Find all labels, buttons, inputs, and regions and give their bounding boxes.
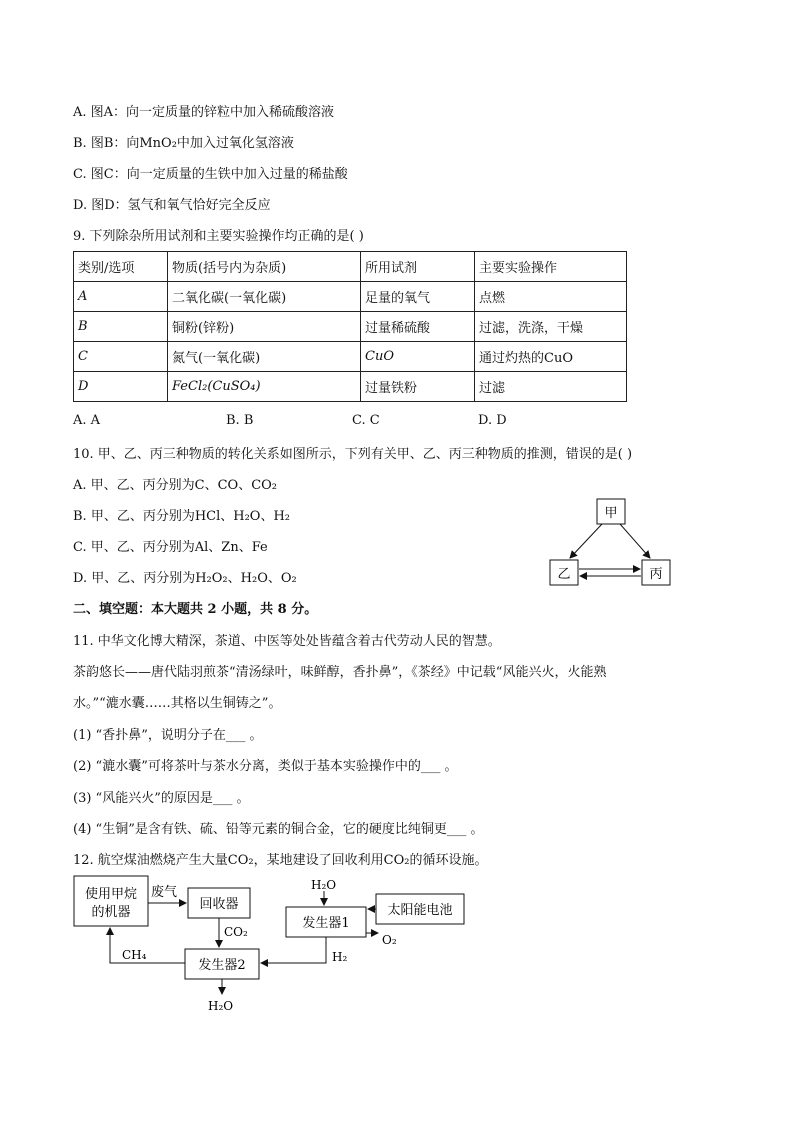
q11-item-1: (1) “香扑鼻”，说明分子在___ 。 bbox=[73, 728, 263, 743]
q12-stem: 12. 航空煤油燃烧产生大量CO₂，某地建设了回收利用CO₂的循环设施。 bbox=[73, 853, 488, 868]
table-header-cell: 主要实验操作 bbox=[475, 252, 627, 282]
table-header-cell: 所用试剂 bbox=[361, 252, 475, 282]
table-cell: C bbox=[74, 342, 168, 372]
table-cell: 点燃 bbox=[475, 282, 627, 312]
arrow-jia-to-bing bbox=[620, 524, 650, 558]
table-cell: D bbox=[74, 372, 168, 402]
label-co2: CO₂ bbox=[224, 925, 248, 939]
q9-table bbox=[73, 251, 627, 402]
q9-choice-c: C. C bbox=[352, 413, 380, 428]
node-jia-label: 甲 bbox=[604, 506, 618, 521]
table-row bbox=[74, 342, 627, 372]
q9-choice-b: B. B bbox=[226, 413, 254, 428]
table-cell: 过量铁粉 bbox=[361, 372, 475, 402]
q11-item-3: (3) “风能兴火”的原因是___ 。 bbox=[73, 791, 250, 806]
q9-choice-d: D. D bbox=[478, 413, 507, 428]
q11-passage-line-1: 茶韵悠长——唐代陆羽煎茶“清汤绿叶，味鲜醇，香扑鼻”，《茶经》中记载“风能兴火，火能熟 bbox=[73, 665, 607, 680]
box-methane-machine-line-1: 使用甲烷 bbox=[84, 887, 138, 902]
table-cell: CuO bbox=[361, 342, 475, 372]
table-cell: 过滤，洗涤，干燥 bbox=[475, 312, 627, 342]
q8-option-b: B. 图B：向MnO₂中加入过氧化氢溶液 bbox=[73, 136, 294, 151]
table-header-cell: 类别/选项 bbox=[74, 252, 168, 282]
q9-choice-a: A. A bbox=[73, 413, 101, 428]
table-row bbox=[74, 282, 627, 312]
box-recycler-label: 回收器 bbox=[199, 897, 239, 912]
label-h2o-top: H₂O bbox=[311, 878, 337, 892]
table-cell: 铜粉(锌粉) bbox=[168, 312, 361, 342]
table-header-cell: 物质(括号内为杂质) bbox=[168, 252, 361, 282]
q10-option-d: D. 甲、乙、丙分别为H₂O₂、H₂O、O₂ bbox=[73, 571, 297, 586]
q11-item-2: (2) “漉水囊”可将茶叶与茶水分离，类似于基本实验操作中的___ 。 bbox=[73, 759, 458, 774]
table-cell: 二氧化碳(一氧化碳) bbox=[168, 282, 361, 312]
q11-passage-line-2: 水。”“漉水囊……其格以生铜铸之”。 bbox=[73, 696, 282, 711]
table-cell: FeCl₂(CuSO₄) bbox=[168, 372, 361, 402]
table-header-row bbox=[74, 252, 627, 282]
q8-option-c: C. 图C：向一定质量的生铁中加入过量的稀盐酸 bbox=[73, 167, 348, 182]
box-methane-machine-line-2: 的机器 bbox=[91, 905, 131, 920]
q12-diagram bbox=[60, 870, 490, 1020]
q9-stem: 9. 下列除杂所用试剂和主要实验操作均正确的是( ) bbox=[73, 229, 364, 244]
label-waste-gas: 废气 bbox=[151, 885, 178, 900]
label-o2: O₂ bbox=[382, 933, 397, 947]
table-cell: 过量稀硫酸 bbox=[361, 312, 475, 342]
q10-option-b: B. 甲、乙、丙分别为HCl、H₂O、H₂ bbox=[73, 509, 291, 524]
q11-item-4: (4) “生铜”是含有铁、硫、铅等元素的铜合金，它的硬度比纯铜更___ 。 bbox=[73, 822, 484, 837]
q8-option-a: A. 图A：向一定质量的锌粒中加入稀硫酸溶液 bbox=[73, 105, 335, 120]
section-heading: 二、填空题：本大题共 2 小题，共 8 分。 bbox=[73, 602, 318, 617]
box-generator-1-label: 发生器1 bbox=[302, 916, 350, 931]
q11-stem: 11. 中华文化博大精深，茶道、中医等处处皆蕴含着古代劳动人民的智慧。 bbox=[73, 634, 501, 649]
label-h2o-bottom: H₂O bbox=[208, 999, 234, 1013]
table-cell: 足量的氧气 bbox=[361, 282, 475, 312]
box-generator-2-label: 发生器2 bbox=[198, 958, 246, 973]
table-row bbox=[74, 312, 627, 342]
node-yi-label: 乙 bbox=[557, 567, 571, 582]
table-cell: 通过灼热的CuO bbox=[475, 342, 627, 372]
q10-option-a: A. 甲、乙、丙分别为C、CO、CO₂ bbox=[73, 478, 278, 493]
q8-option-d: D. 图D：氢气和氧气恰好完全反应 bbox=[73, 198, 271, 213]
table-row bbox=[74, 372, 627, 402]
label-h2: H₂ bbox=[332, 950, 348, 964]
q10-option-c: C. 甲、乙、丙分别为Al、Zn、Fe bbox=[73, 540, 268, 555]
arrow-jia-to-yi bbox=[570, 524, 602, 558]
table-cell: 过滤 bbox=[475, 372, 627, 402]
q10-stem: 10. 甲、乙、丙三种物质的转化关系如图所示，下列有关甲、乙、丙三种物质的推测，错误的是( ) bbox=[73, 447, 633, 462]
label-ch4: CH₄ bbox=[122, 948, 147, 962]
table-cell: A bbox=[74, 282, 168, 312]
arrow-h2 bbox=[261, 937, 326, 963]
box-solar-battery-label: 太阳能电池 bbox=[387, 903, 453, 918]
table-cell: 氮气(一氧化碳) bbox=[168, 342, 361, 372]
table-cell: B bbox=[74, 312, 168, 342]
node-bing-label: 丙 bbox=[649, 567, 663, 582]
q10-diagram bbox=[540, 490, 680, 590]
